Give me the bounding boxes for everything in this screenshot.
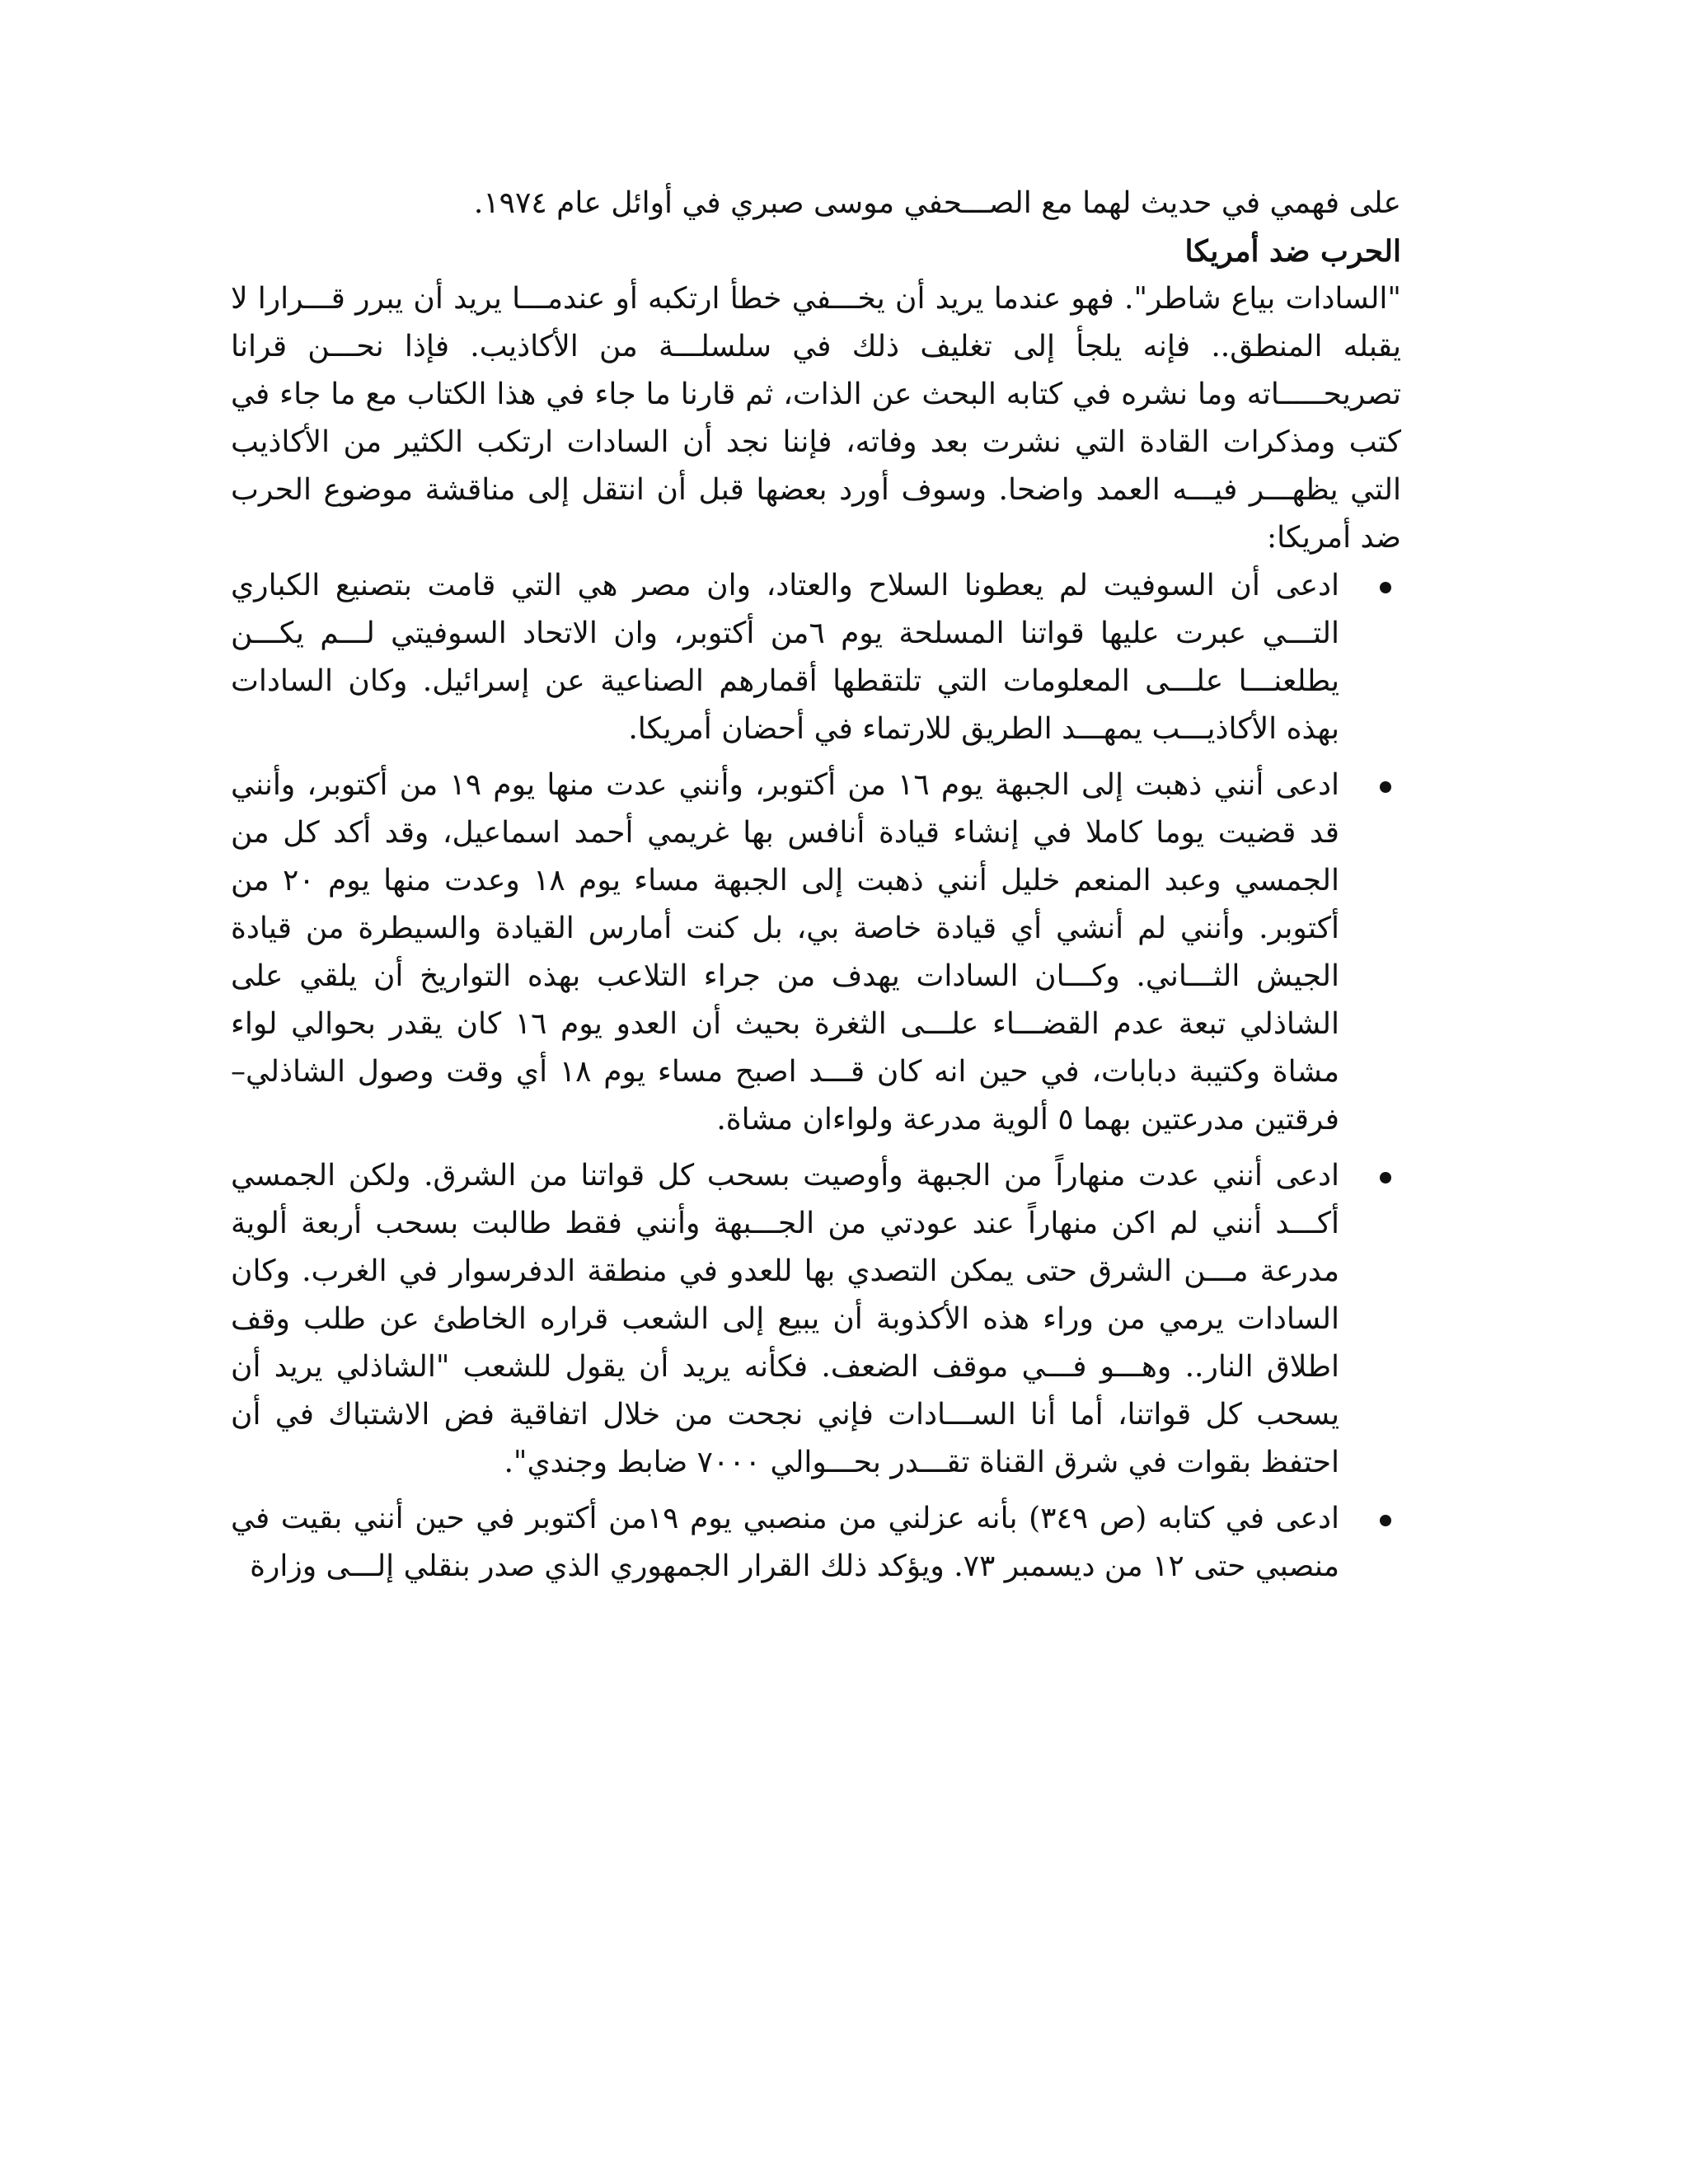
bullet-dot-icon (1380, 1172, 1391, 1183)
bullet-text: ادعى أنني عدت منهاراً من الجبهة وأوصيت بسحب كل قواتنا من الشرق. ولكن الجمسي أكـــد أنني لم اكن منهاراً عند عودتي من الجـــبهة وأنني فقط طالبت بسحب أربعة ألوية مدرعة مـــن الشرق حتى يمكن التصدي بها للعدو في منطقة الدفرسوار في الغرب. وكان السادات يرمي من وراء هذه الأكذوبة أن يبيع إلى الشعب قراره الخاطئ عن طلب وقف اطلاق النار.. وهـــو فـــي موقف الضعف. فكأنه يريد أن يقول للشعب "الشاذلي يريد أن يسحب كل قواتنا، أما أنا الســـادات فإني نجحت من خلال اتفاقية فض الاشتباك في أن احتفظ بقوات في شرق القناة تقـــدر بحـــوالي ٧٠٠٠ ضابط وجندي". (231, 1159, 1339, 1479)
intro-line: على فهمي في حديث لهما مع الصـــحفي موسى صبري في أوائل عام ١٩٧٤. (473, 186, 1401, 220)
bullet-dot-icon (1380, 781, 1391, 793)
bullet-item-1 (231, 562, 1401, 753)
bullet-item-3 (231, 1152, 1401, 1487)
section-heading: الحرب ضد أمريكا (1184, 234, 1401, 269)
bullet-item-4 (231, 1495, 1401, 1591)
bullet-item-2 (231, 762, 1401, 1144)
body-paragraph: "السادات بياع شاطر". فهو عندما يريد أن يخـــفي خطأ ارتكبه أو عندمـــا يريد أن يبرر قـــرارا لا يقبله المنطق.. فإنه يلجأ إلى تغليف ذلك في سلسلـــة من الأكاذيب. فإذا نحـــن قرانا تصريحـــــاته وما نشره في كتابه البحث عن الذات، ثم قارنا ما جاء في هذا الكتاب مع ما جاء في كتب ومذكرات القادة التي نشرت بعد وفاته، فإننا نجد أن السادات ارتكب الكثير من الأكاذيب التي يظهـــر فيـــه العمد واضحا. وسوف أورد بعضها قبل أن انتقل إلى مناقشة موضوع الحرب ضد أمريكا: (231, 282, 1401, 555)
bullet-text: ادعى أنني ذهبت إلى الجبهة يوم ١٦ من أكتوبر، وأنني عدت منها يوم ١٩ من أكتوبر، وأنني قد قضيت يوما كاملا في إنشاء قيادة أنافس بها غريمي أحمد اسماعيل، وقد أكد كل من الجمسي وعبد المنعم خليل أنني ذهبت إلى الجبهة مساء يوم ١٨ وعدت منها يوم ٢٠ من أكتوبر. وأنني لم أنشي أي قيادة خاصة بي، بل كنت أمارس القيادة والسيطرة من قيادة الجيش الثـــاني. وكـــان السادات يهدف من جراء التلاعب بهذه التواريخ أن يلقي على الشاذلي تبعة عدم القضـــاء علـــى الثغرة بحيث أن العدو يوم ١٦ كان يقدر بحوالي لواء مشاة وكتيبة دبابات، في حين انه كان قـــد اصبح مساء يوم ١٨ أي وقت وصول الشاذلي– فرقتين مدرعتين بهما ٥ ألوية مدرعة ولواءان مشاة. (231, 768, 1339, 1137)
bullet-text: ادعى في كتابه (ص ٣٤٩) بأنه عزلني من منصبي يوم ١٩من أكتوبر في حين أنني بقيت في منصبي حتى ١٢ من ديسمبر ٧٣. ويؤكد ذلك القرار الجمهوري الذي صدر بنقلي إلـــى وزارة (231, 1502, 1339, 1583)
bullet-dot-icon (1380, 1515, 1391, 1526)
page-content (231, 180, 1401, 1599)
bullet-list (231, 562, 1401, 1591)
bullet-dot-icon (1380, 582, 1391, 593)
bullet-text: ادعى أن السوفيت لم يعطونا السلاح والعتاد، وان مصر هي التي قامت بتصنيع الكباري التـــي عبرت عليها قواتنا المسلحة يوم ٦من أكتوبر، وان الاتحاد السوفيتي لـــم يكـــن يطلعنـــا علـــى المعلومات التي تلتقطها أقمارهم الصناعية عن إسرائيل. وكان السادات بهذه الأكاذيـــب يمهـــد الطريق للارتماء في أحضان أمريكا. (231, 569, 1339, 746)
